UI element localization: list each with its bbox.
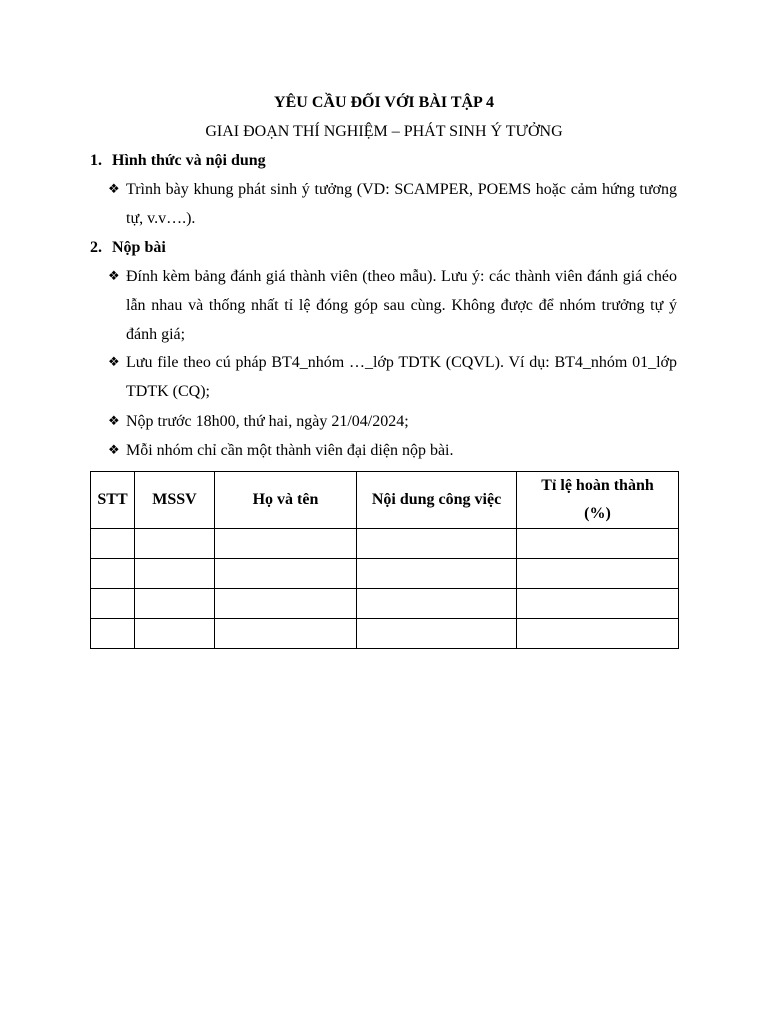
- bullet-item: [108, 348, 677, 406]
- table-cell[interactable]: [215, 619, 357, 649]
- bullet-text: Trình bày khung phát sinh ý tưởng (VD: SCAMPER, POEMS hoặc cảm hứng tương tự, v.v….).: [126, 181, 677, 227]
- table-cell[interactable]: [91, 529, 135, 559]
- column-header-completion: Tỉ lệ hoàn thành (%): [517, 472, 679, 529]
- document-subtitle: GIAI ĐOẠN THÍ NGHIỆM – PHÁT SINH Ý TƯỞNG: [205, 123, 563, 140]
- table-row: [91, 589, 679, 619]
- table-cell[interactable]: [517, 589, 679, 619]
- bullet-item: [108, 407, 677, 436]
- table-cell[interactable]: [517, 619, 679, 649]
- member-evaluation-table: [90, 471, 679, 649]
- diamond-bullet-icon: ❖: [108, 414, 120, 429]
- table-cell[interactable]: [91, 559, 135, 589]
- table-cell[interactable]: [135, 559, 215, 589]
- table-cell[interactable]: [91, 589, 135, 619]
- section-number: 1.: [90, 152, 102, 169]
- document-title: YÊU CẦU ĐỐI VỚI BÀI TẬP 4: [274, 94, 494, 111]
- column-header-stt: STT: [91, 472, 135, 529]
- table-cell[interactable]: [357, 529, 517, 559]
- bullet-item: [108, 175, 677, 233]
- table-cell[interactable]: [135, 529, 215, 559]
- diamond-bullet-icon: ❖: [108, 355, 120, 370]
- diamond-bullet-icon: ❖: [108, 269, 120, 284]
- table-cell[interactable]: [135, 619, 215, 649]
- bullet-text: Lưu file theo cú pháp BT4_nhóm …_lớp TDTK (CQVL). Ví dụ: BT4_nhóm 01_lớp TDTK (CQ);: [126, 354, 677, 400]
- bullet-item: [108, 436, 677, 465]
- table-row: [91, 559, 679, 589]
- table-cell[interactable]: [517, 559, 679, 589]
- table-cell[interactable]: [135, 589, 215, 619]
- table-header-row: [91, 472, 679, 529]
- table-cell[interactable]: [357, 619, 517, 649]
- section-title: Nộp bài: [112, 239, 166, 256]
- section-title: Hình thức và nội dung: [112, 152, 266, 169]
- table-cell[interactable]: [91, 619, 135, 649]
- diamond-bullet-icon: ❖: [108, 182, 120, 197]
- table-cell[interactable]: [215, 589, 357, 619]
- column-header-mssv: MSSV: [135, 472, 215, 529]
- table-row: [91, 529, 679, 559]
- table-cell[interactable]: [215, 529, 357, 559]
- table-cell[interactable]: [357, 589, 517, 619]
- section-heading-2: [90, 237, 166, 259]
- column-header-name: Họ và tên: [215, 472, 357, 529]
- bullet-text: Đính kèm bảng đánh giá thành viên (theo mẫu). Lưu ý: các thành viên đánh giá chéo lẫn nhau và thống nhất tỉ lệ đóng góp sau cùng. Không được để nhóm trưởng tự ý đánh giá;: [126, 268, 677, 343]
- diamond-bullet-icon: ❖: [108, 443, 120, 458]
- table-cell[interactable]: [357, 559, 517, 589]
- table-cell[interactable]: [215, 559, 357, 589]
- bullet-text: Mỗi nhóm chỉ cần một thành viên đại diện nộp bài.: [126, 442, 454, 459]
- section-heading-1: [90, 150, 266, 172]
- bullet-item: [108, 262, 677, 349]
- table-row: [91, 619, 679, 649]
- column-header-task: Nội dung công việc: [357, 472, 517, 529]
- section-number: 2.: [90, 239, 102, 256]
- table-cell[interactable]: [517, 529, 679, 559]
- bullet-text: Nộp trước 18h00, thứ hai, ngày 21/04/2024;: [126, 413, 409, 430]
